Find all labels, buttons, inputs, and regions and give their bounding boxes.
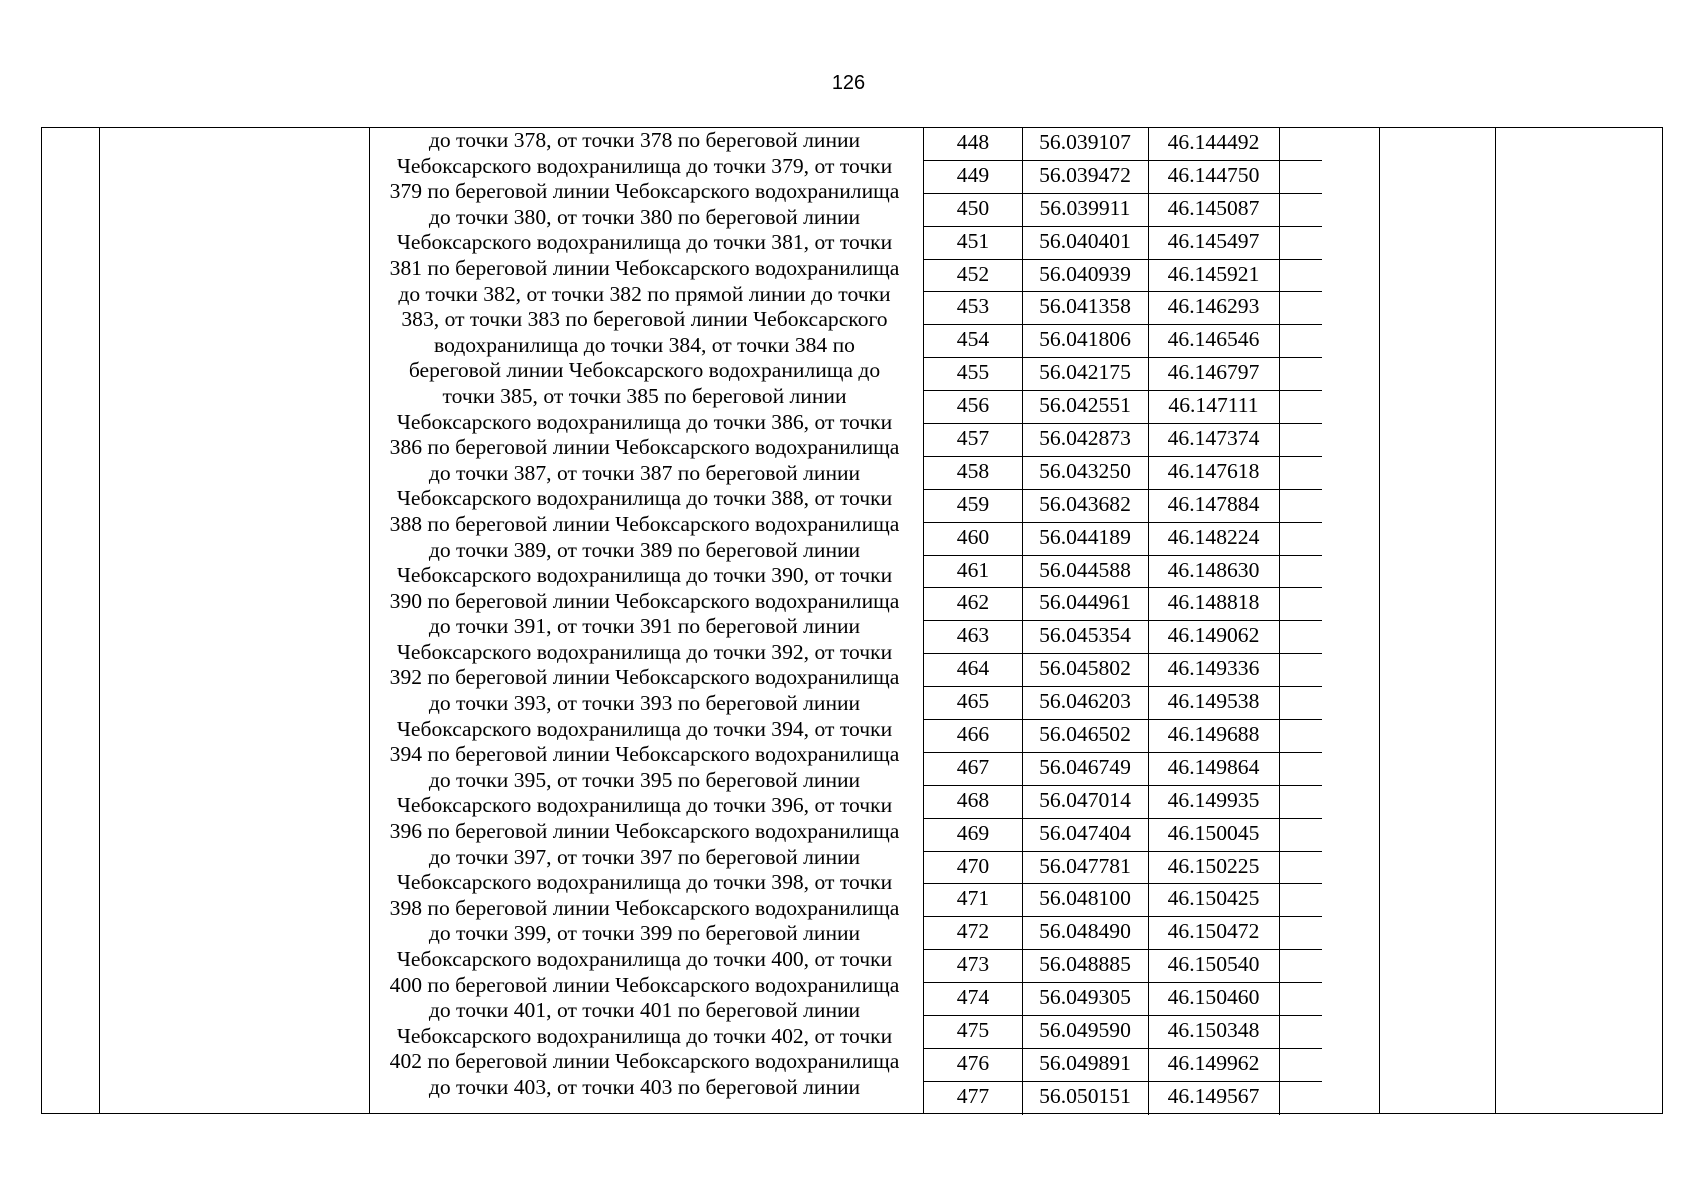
table-row [924, 687, 1322, 720]
latitude-cell: 56.043250 [1039, 458, 1131, 483]
description-line: до точки 378, от точки 378 по береговой линии [428, 128, 861, 152]
cell-divider [1022, 358, 1023, 390]
latitude-cell: 56.042175 [1039, 360, 1131, 385]
cell-divider [1022, 194, 1023, 226]
latitude-cell: 56.050151 [1039, 1083, 1131, 1108]
longitude-cell: 46.150472 [1167, 919, 1260, 944]
cell-divider [1022, 588, 1023, 620]
longitude-cell: 46.150425 [1167, 886, 1260, 911]
boundary-coordinates-table [41, 127, 1663, 1114]
longitude-cell: 46.149538 [1167, 689, 1260, 714]
latitude-cell: 56.042873 [1039, 426, 1131, 451]
description-line: до точки 389, от точки 389 по береговой линии [428, 537, 861, 562]
point-number-cell: 449 [956, 162, 990, 187]
description-line: Чебоксарского водохранилища до точки 386, от точки [396, 409, 893, 434]
cell-divider [1279, 490, 1280, 522]
table-row [924, 325, 1322, 358]
coordinate-list [924, 128, 1322, 1115]
cell-divider [1148, 292, 1149, 324]
point-number-cell: 477 [956, 1083, 990, 1108]
description-line: 379 по береговой линии Чебоксарского водохранилища [389, 179, 900, 204]
longitude-cell: 46.146797 [1167, 360, 1260, 385]
longitude-cell: 46.147111 [1168, 393, 1259, 418]
point-number-cell: 473 [956, 952, 990, 977]
description-line: до точки 380, от точки 380 по береговой линии [428, 204, 861, 229]
cell-divider [1022, 654, 1023, 686]
cell-divider [1279, 588, 1280, 620]
point-number-cell: 459 [956, 491, 990, 516]
cell-divider [1148, 556, 1149, 588]
cell-divider [1279, 424, 1280, 456]
cell-divider [1279, 819, 1280, 851]
description-line: до точки 395, от точки 395 по береговой линии [428, 767, 861, 792]
table-row [924, 523, 1322, 556]
cell-divider [1022, 852, 1023, 884]
description-line: до точки 382, от точки 382 по прямой линии до точки [398, 281, 891, 306]
cell-divider [1279, 1016, 1280, 1048]
latitude-cell: 56.046502 [1039, 722, 1131, 747]
table-row [924, 260, 1322, 293]
point-number-cell: 475 [956, 1018, 990, 1043]
description-line: до точки 387, от точки 387 по береговой линии [428, 460, 861, 485]
longitude-cell: 46.147884 [1167, 491, 1260, 516]
cell-divider [1022, 621, 1023, 653]
description-line: Чебоксарского водохранилища до точки 396, от точки [396, 793, 893, 818]
cell-divider [1148, 1049, 1149, 1081]
cell-divider [1022, 1016, 1023, 1048]
table-row [924, 621, 1322, 654]
cell-divider [1022, 325, 1023, 357]
cell-divider [1279, 917, 1280, 949]
cell-divider [1022, 227, 1023, 259]
longitude-cell: 46.150045 [1167, 820, 1260, 845]
longitude-cell: 46.150460 [1167, 985, 1260, 1010]
cell-divider [1022, 786, 1023, 818]
table-row [924, 1082, 1322, 1115]
table-row [924, 556, 1322, 589]
table-row [924, 194, 1322, 227]
point-number-cell: 470 [956, 853, 990, 878]
cell-divider [1148, 621, 1149, 653]
cell-divider [1022, 983, 1023, 1015]
description-line: водохранилища до точки 384, от точки 384 по [434, 332, 855, 357]
point-number-cell: 455 [956, 360, 990, 385]
cell-divider [1279, 983, 1280, 1015]
boundary-description [369, 128, 920, 1115]
table-row [924, 720, 1322, 753]
point-number-cell: 461 [956, 557, 990, 582]
cell-divider [1279, 654, 1280, 686]
longitude-cell: 46.148224 [1167, 524, 1260, 549]
cell-divider [1279, 1082, 1280, 1115]
latitude-cell: 56.044588 [1039, 557, 1131, 582]
point-number-cell: 476 [956, 1050, 990, 1075]
cell-divider [1022, 1049, 1023, 1081]
point-number-cell: 462 [956, 590, 990, 615]
cell-divider [1022, 457, 1023, 489]
cell-divider [1279, 523, 1280, 555]
longitude-cell: 46.147618 [1167, 458, 1260, 483]
cell-divider [1022, 950, 1023, 982]
table-row [924, 654, 1322, 687]
table-row [924, 457, 1322, 490]
cell-divider [1279, 687, 1280, 719]
cell-divider [1148, 687, 1149, 719]
longitude-cell: 46.149935 [1167, 787, 1260, 812]
table-row [924, 358, 1322, 391]
description-line: до точки 393, от точки 393 по береговой линии [428, 691, 861, 716]
cell-divider [1022, 917, 1023, 949]
cell-divider [1148, 753, 1149, 785]
point-number-cell: 466 [956, 722, 990, 747]
longitude-cell: 46.145087 [1167, 195, 1260, 220]
column-divider [99, 128, 100, 1113]
cell-divider [1148, 424, 1149, 456]
description-line: Чебоксарского водохранилища до точки 388, от точки [396, 486, 893, 511]
cell-divider [1022, 161, 1023, 193]
cell-divider [1279, 1049, 1280, 1081]
longitude-cell: 46.144492 [1167, 130, 1260, 154]
point-number-cell: 467 [956, 754, 990, 779]
cell-divider [1022, 753, 1023, 785]
cell-divider [1148, 194, 1149, 226]
page-number: 126 [831, 72, 866, 94]
point-number-cell: 465 [956, 689, 990, 714]
longitude-cell: 46.149567 [1167, 1083, 1260, 1108]
cell-divider [1279, 161, 1280, 193]
description-line: 390 по береговой линии Чебоксарского водохранилища [389, 588, 900, 613]
table-row [924, 128, 1322, 161]
description-line: 383, от точки 383 по береговой линии Чебоксарского [401, 307, 888, 332]
latitude-cell: 56.048100 [1039, 886, 1131, 911]
longitude-cell: 46.150348 [1167, 1018, 1260, 1043]
longitude-cell: 46.150225 [1167, 853, 1260, 878]
description-line: Чебоксарского водохранилища до точки 392, от точки [396, 639, 893, 664]
description-line: Чебоксарского водохранилища до точки 400, от точки [396, 947, 893, 971]
description-line: 396 по береговой линии Чебоксарского водохранилища [389, 819, 900, 844]
description-line: 400 по береговой линии Чебоксарского водохранилища [389, 972, 900, 997]
cell-divider [1279, 391, 1280, 423]
latitude-cell: 56.045802 [1039, 656, 1131, 681]
cell-divider [1022, 556, 1023, 588]
longitude-cell: 46.148818 [1167, 590, 1260, 615]
cell-divider [1279, 621, 1280, 653]
cell-divider [1022, 260, 1023, 292]
latitude-cell: 56.039107 [1039, 130, 1131, 154]
cell-divider [1279, 325, 1280, 357]
cell-divider [1148, 358, 1149, 390]
cell-divider [1279, 556, 1280, 588]
latitude-cell: 56.049891 [1039, 1050, 1131, 1075]
point-number-cell: 450 [956, 195, 990, 220]
description-line: 398 по береговой линии Чебоксарского водохранилища [389, 895, 900, 920]
cell-divider [1022, 819, 1023, 851]
cell-divider [1022, 1082, 1023, 1115]
latitude-cell: 56.043682 [1039, 491, 1131, 516]
latitude-cell: 56.048885 [1039, 952, 1131, 977]
cell-divider [1148, 588, 1149, 620]
cell-divider [1022, 523, 1023, 555]
point-number-cell: 451 [956, 228, 990, 253]
cell-divider [1148, 654, 1149, 686]
column-divider [1379, 128, 1380, 1113]
table-row [924, 161, 1322, 194]
description-line: до точки 391, от точки 391 по береговой линии [428, 614, 861, 639]
table-row [924, 490, 1322, 523]
description-line: 388 по береговой линии Чебоксарского водохранилища [389, 511, 900, 536]
cell-divider [1279, 786, 1280, 818]
longitude-cell: 46.147374 [1167, 426, 1260, 451]
description-line: Чебоксарского водохранилища до точки 390, от точки [396, 563, 893, 588]
cell-divider [1148, 819, 1149, 851]
cell-divider [1022, 720, 1023, 752]
description-line: Чебоксарского водохранилища до точки 379, от точки [396, 153, 893, 178]
cell-divider [1148, 786, 1149, 818]
cell-divider [1022, 884, 1023, 916]
description-line: береговой линии Чебоксарского водохранилища до [408, 358, 881, 383]
cell-divider [1279, 260, 1280, 292]
cell-divider [1279, 753, 1280, 785]
longitude-cell: 46.150540 [1167, 952, 1260, 977]
cell-divider [1148, 457, 1149, 489]
description-line: 394 по береговой линии Чебоксарского водохранилища [389, 742, 900, 767]
cell-divider [1148, 1016, 1149, 1048]
point-number-cell: 471 [956, 886, 990, 911]
table-row [924, 917, 1322, 950]
cell-divider [1148, 917, 1149, 949]
latitude-cell: 56.046203 [1039, 689, 1131, 714]
point-number-cell: 448 [956, 130, 990, 154]
description-line: до точки 403, от точки 403 по береговой линии [428, 1074, 861, 1099]
latitude-cell: 56.047781 [1039, 853, 1131, 878]
latitude-cell: 56.041358 [1039, 294, 1131, 319]
table-row [924, 424, 1322, 457]
point-number-cell: 472 [956, 919, 990, 944]
longitude-cell: 46.149962 [1167, 1050, 1260, 1075]
latitude-cell: 56.049305 [1039, 985, 1131, 1010]
table-row [924, 292, 1322, 325]
latitude-cell: 56.045354 [1039, 623, 1131, 648]
longitude-cell: 46.144750 [1167, 162, 1260, 187]
point-number-cell: 460 [956, 524, 990, 549]
longitude-cell: 46.149336 [1167, 656, 1260, 681]
point-number-cell: 464 [956, 656, 990, 681]
description-line: до точки 401, от точки 401 по береговой линии [428, 998, 861, 1023]
description-line: до точки 397, от точки 397 по береговой линии [428, 844, 861, 869]
table-row [924, 884, 1322, 917]
column-divider [1495, 128, 1496, 1113]
table-row [924, 786, 1322, 819]
cell-divider [1148, 1082, 1149, 1115]
latitude-cell: 56.048490 [1039, 919, 1131, 944]
point-number-cell: 452 [956, 261, 990, 286]
description-line: Чебоксарского водохранилища до точки 381, от точки [396, 230, 893, 255]
point-number-cell: 458 [956, 458, 990, 483]
description-line: Чебоксарского водохранилища до точки 402, от точки [396, 1023, 893, 1048]
cell-divider [1148, 884, 1149, 916]
description-line: Чебоксарского водохранилища до точки 394, от точки [396, 716, 893, 741]
point-number-cell: 469 [956, 820, 990, 845]
latitude-cell: 56.040939 [1039, 261, 1131, 286]
cell-divider [1279, 128, 1280, 160]
longitude-cell: 46.149688 [1167, 722, 1260, 747]
longitude-cell: 46.145497 [1167, 228, 1260, 253]
description-line: 386 по береговой линии Чебоксарского водохранилища [389, 435, 900, 460]
point-number-cell: 457 [956, 426, 990, 451]
latitude-cell: 56.044961 [1039, 590, 1131, 615]
latitude-cell: 56.046749 [1039, 754, 1131, 779]
table-row [924, 852, 1322, 885]
longitude-cell: 46.146546 [1167, 327, 1260, 352]
table-row [924, 753, 1322, 786]
cell-divider [1148, 720, 1149, 752]
description-line: 381 по береговой линии Чебоксарского водохранилища [389, 255, 900, 280]
longitude-cell: 46.149062 [1167, 623, 1260, 648]
latitude-cell: 56.047404 [1039, 820, 1131, 845]
cell-divider [1279, 358, 1280, 390]
cell-divider [1148, 260, 1149, 292]
cell-divider [1279, 194, 1280, 226]
point-number-cell: 463 [956, 623, 990, 648]
latitude-cell: 56.041806 [1039, 327, 1131, 352]
latitude-cell: 56.049590 [1039, 1018, 1131, 1043]
point-number-cell: 456 [956, 393, 990, 418]
point-number-cell: 454 [956, 327, 990, 352]
cell-divider [1148, 391, 1149, 423]
cell-divider [1148, 490, 1149, 522]
table-row [924, 950, 1322, 983]
point-number-cell: 468 [956, 787, 990, 812]
cell-divider [1022, 292, 1023, 324]
cell-divider [1148, 161, 1149, 193]
latitude-cell: 56.039911 [1039, 195, 1131, 220]
cell-divider [1148, 325, 1149, 357]
table-row [924, 819, 1322, 852]
cell-divider [1022, 490, 1023, 522]
latitude-cell: 56.042551 [1039, 393, 1131, 418]
cell-divider [1279, 884, 1280, 916]
table-row [924, 1016, 1322, 1049]
description-line: 402 по береговой линии Чебоксарского водохранилища [389, 1049, 900, 1074]
cell-divider [1022, 391, 1023, 423]
cell-divider [1148, 983, 1149, 1015]
latitude-cell: 56.044189 [1039, 524, 1131, 549]
cell-divider [1148, 523, 1149, 555]
cell-divider [1148, 950, 1149, 982]
table-row [924, 983, 1322, 1016]
description-line: до точки 399, от точки 399 по береговой линии [428, 921, 861, 946]
cell-divider [1148, 227, 1149, 259]
table-row [924, 588, 1322, 621]
table-row [924, 1049, 1322, 1082]
cell-divider [1279, 720, 1280, 752]
description-line: точки 385, от точки 385 по береговой линии [442, 383, 847, 408]
cell-divider [1022, 128, 1023, 160]
cell-divider [1022, 687, 1023, 719]
longitude-cell: 46.145921 [1167, 261, 1260, 286]
longitude-cell: 46.146293 [1167, 294, 1260, 319]
point-number-cell: 474 [956, 985, 990, 1010]
longitude-cell: 46.149864 [1167, 754, 1260, 779]
cell-divider [1148, 852, 1149, 884]
latitude-cell: 56.047014 [1039, 787, 1131, 812]
longitude-cell: 46.148630 [1167, 557, 1260, 582]
latitude-cell: 56.039472 [1039, 162, 1131, 187]
cell-divider [1279, 457, 1280, 489]
description-line: Чебоксарского водохранилища до точки 398, от точки [396, 870, 893, 895]
cell-divider [1022, 424, 1023, 456]
cell-divider [1279, 227, 1280, 259]
table-row [924, 227, 1322, 260]
cell-divider [1279, 950, 1280, 982]
cell-divider [1279, 852, 1280, 884]
latitude-cell: 56.040401 [1039, 228, 1131, 253]
table-row [924, 391, 1322, 424]
point-number-cell: 453 [956, 294, 990, 319]
cell-divider [1148, 128, 1149, 160]
description-line: 392 по береговой линии Чебоксарского водохранилища [389, 665, 900, 690]
cell-divider [1279, 292, 1280, 324]
